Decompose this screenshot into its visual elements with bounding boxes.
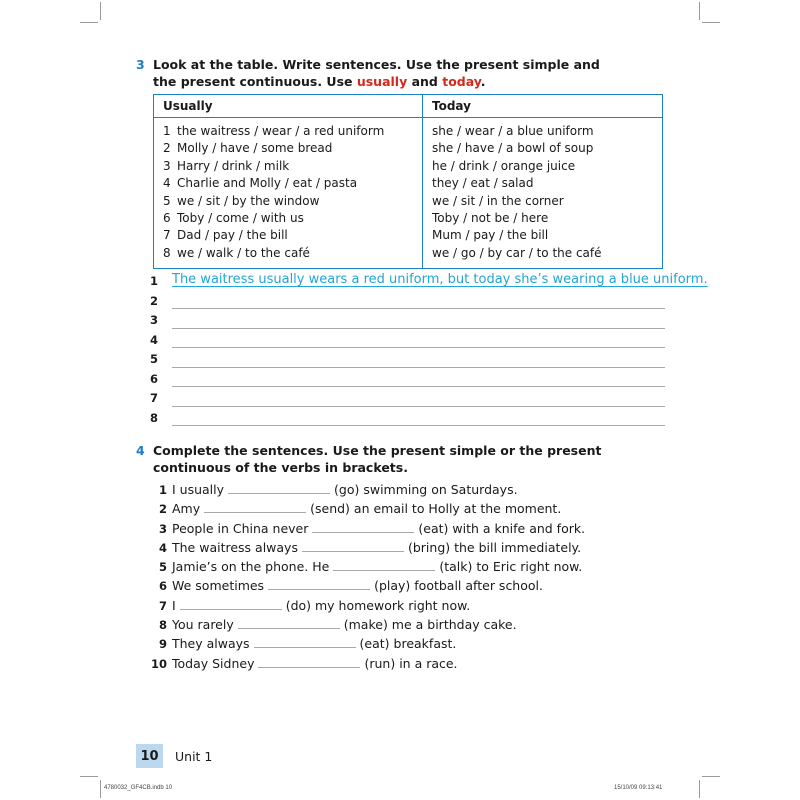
cell-usually [154, 175, 423, 192]
line-number: 6 [150, 371, 159, 386]
line-number: 7 [150, 391, 159, 405]
answer-line[interactable] [150, 292, 665, 312]
keyword-today: today [442, 74, 481, 89]
sentence-end: (run) in a race. [364, 655, 458, 671]
line-number: 8 [150, 410, 159, 425]
usually-prompt: Harry / drink / milk [177, 158, 290, 173]
answer-lines [150, 272, 708, 428]
sentence-end: (eat) breakfast. [359, 636, 457, 652]
cell-usually [154, 227, 423, 244]
answer-line[interactable] [150, 350, 665, 370]
sentence-start: I [172, 597, 176, 613]
table-row [154, 158, 663, 175]
row-number: 2 [163, 141, 171, 156]
sentence-end: (do) my homework right now. [285, 597, 471, 613]
exercise-3-heading [136, 56, 623, 90]
cell-today: they / eat / salad [423, 175, 663, 192]
item-number: 1 [158, 483, 167, 497]
keyword-usually: usually [356, 74, 408, 89]
cell-usually [154, 158, 423, 175]
row-number: 1 [163, 124, 171, 138]
writing-rule [172, 328, 665, 329]
cell-usually [154, 193, 423, 210]
gap-fill-item [145, 596, 585, 615]
answer-blank[interactable] [312, 520, 414, 533]
gap-fill-item [145, 557, 585, 576]
print-slug-file: 4780032_GF4CB.indb 10 [104, 785, 173, 791]
cell-today: she / have / a bowl of soup [423, 140, 663, 157]
answer-blank[interactable] [333, 558, 435, 571]
crop-mark [80, 22, 98, 23]
sentence-start: I usually [172, 482, 225, 497]
line-number: 3 [150, 313, 159, 327]
answer-blank[interactable] [228, 481, 330, 494]
exercise-instruction [153, 56, 623, 90]
gap-fill-item [145, 634, 585, 653]
exercise-4-heading [136, 442, 623, 476]
table-row [154, 140, 663, 157]
sentence-start: The waitress always [172, 539, 298, 555]
sentence-end: (talk) to Eric right now. [439, 559, 583, 575]
item-number: 4 [158, 540, 167, 555]
cell-usually [154, 118, 423, 141]
item-number: 2 [158, 502, 167, 517]
answer-line[interactable] [150, 409, 665, 429]
sentence-start: We sometimes [172, 578, 265, 594]
answer-line[interactable] [150, 389, 665, 409]
instruction-text: and [407, 74, 443, 89]
page-number: 10 [136, 744, 163, 768]
gap-fill-item [145, 480, 585, 499]
item-number: 5 [158, 560, 167, 575]
answer-blank[interactable] [204, 500, 306, 513]
sentence-start: Amy [172, 501, 201, 517]
answer-line[interactable] [150, 311, 665, 331]
example-answer: The waitress usually wears a red uniform, but today she’s wearing a blue uniform. [172, 272, 708, 287]
cell-today: he / drink / orange juice [423, 158, 663, 175]
line-number: 4 [150, 332, 159, 347]
writing-rule [172, 425, 665, 426]
cell-usually [154, 210, 423, 227]
sentence-end: (send) an email to Holly at the moment. [310, 501, 562, 517]
writing-rule [172, 347, 665, 348]
sentence-start: They always [172, 636, 250, 652]
exercise-number: 4 [136, 443, 145, 458]
row-number: 3 [163, 158, 171, 173]
crop-mark [702, 776, 720, 777]
row-number: 5 [163, 193, 171, 208]
gap-fill-item [145, 615, 585, 634]
exercise-number: 3 [136, 57, 145, 72]
answer-blank[interactable] [238, 616, 340, 629]
usually-prompt: we / walk / to the café [177, 245, 310, 260]
row-number: 7 [163, 228, 171, 243]
crop-mark [80, 776, 98, 777]
exercise-instruction: Complete the sentences. Use the present simple or the present continuous of the verbs in brackets. [153, 443, 602, 475]
writing-rule [172, 386, 665, 387]
sentence-start: Today Sidney [172, 655, 255, 671]
answer-blank[interactable] [180, 597, 282, 610]
row-number: 4 [163, 176, 171, 191]
table-row [154, 227, 663, 244]
table-row [154, 118, 663, 141]
item-number: 7 [158, 598, 167, 613]
column-header-usually: Usually [154, 95, 423, 118]
writing-rule [172, 406, 665, 407]
item-number: 9 [158, 637, 167, 652]
crop-mark [699, 2, 700, 20]
answer-blank[interactable] [302, 539, 404, 552]
gap-fill-item [145, 576, 585, 595]
page-footer [136, 744, 212, 768]
sentence-end: (play) football after school. [374, 578, 543, 594]
gap-fill-item [145, 519, 585, 538]
answer-blank[interactable] [254, 635, 356, 648]
answer-line[interactable] [150, 331, 665, 351]
usually-prompt: the waitress / wear / a red uniform [177, 124, 385, 138]
cell-usually [154, 245, 423, 269]
table-row [154, 175, 663, 192]
sentence-end: (make) me a birthday cake. [343, 617, 517, 633]
row-number: 8 [163, 245, 171, 260]
print-slug-date: 15/10/09 09:13:41 [614, 785, 663, 791]
cell-today: Toby / not be / here [423, 210, 663, 227]
sentence-start: You rarely [172, 617, 234, 633]
cell-usually [154, 140, 423, 157]
table-row [154, 210, 663, 227]
answer-line[interactable] [150, 370, 665, 390]
item-number: 10 [150, 656, 167, 671]
usually-prompt: Charlie and Molly / eat / pasta [177, 176, 358, 191]
cell-today: we / sit / in the corner [423, 193, 663, 210]
sentence-start: People in China never [172, 520, 309, 536]
line-number: 5 [150, 352, 159, 366]
table-row [154, 245, 663, 269]
crop-mark [100, 2, 101, 20]
sentence-end: (eat) with a knife and fork. [418, 520, 586, 536]
line-number: 1 [150, 274, 159, 288]
writing-rule [172, 308, 665, 309]
answer-line[interactable] [150, 272, 708, 292]
gap-fill-item [145, 499, 585, 518]
item-number: 3 [158, 521, 167, 536]
gap-fill-item [145, 538, 585, 557]
cell-today: she / wear / a blue uniform [423, 118, 663, 141]
table-row [154, 193, 663, 210]
instruction-text: . [480, 74, 486, 89]
instruction-text: Look at the table. Write sentences. Use the present simple and the present continuous. Use [153, 57, 600, 89]
sentence-end: (go) swimming on Saturdays. [334, 482, 518, 497]
column-header-today: Today [423, 95, 663, 118]
usually-prompt: we / sit / by the window [177, 193, 320, 208]
crop-mark [702, 22, 720, 23]
answer-blank[interactable] [268, 577, 370, 590]
answer-blank[interactable] [258, 655, 360, 668]
line-number: 2 [150, 293, 159, 308]
crop-mark [100, 780, 101, 798]
usually-prompt: Toby / come / with us [177, 211, 304, 226]
unit-label: Unit 1 [175, 748, 213, 764]
table-header-row [154, 95, 663, 118]
usually-prompt: Molly / have / some bread [177, 141, 333, 156]
sentence-end: (bring) the bill immediately. [407, 539, 582, 555]
item-number: 6 [158, 579, 167, 594]
row-number: 6 [163, 211, 171, 226]
gap-fill-item [145, 654, 585, 673]
cell-today: we / go / by car / to the café [423, 245, 663, 269]
crop-mark [699, 780, 700, 798]
sentence-start: Jamie’s on the phone. He [172, 559, 330, 575]
usually-prompt: Dad / pay / the bill [177, 228, 288, 243]
cell-today: Mum / pay / the bill [423, 227, 663, 244]
usually-today-table [153, 94, 663, 269]
writing-rule [172, 367, 665, 368]
gap-fill-list [145, 480, 585, 673]
item-number: 8 [158, 618, 167, 633]
